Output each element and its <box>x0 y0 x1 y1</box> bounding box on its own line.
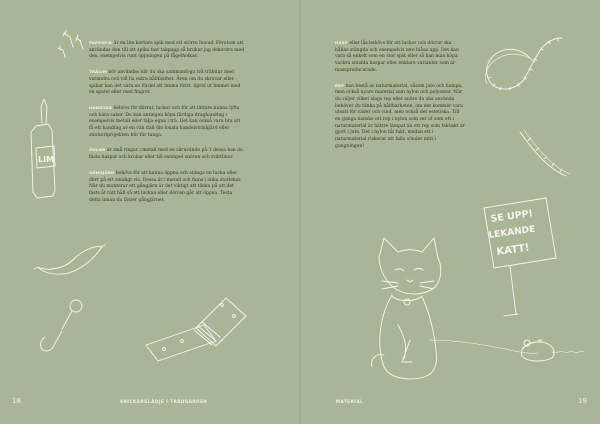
term-pappspik: PAPPSPIK <box>89 40 113 45</box>
handle-icon <box>34 245 105 274</box>
paragraph-oglor <box>89 147 245 161</box>
paragraph-rep <box>335 83 465 151</box>
right-text-column <box>335 40 465 159</box>
term-gangjarn: GÅNGJÄRN <box>89 169 115 175</box>
glue-bottle-icon <box>31 99 55 198</box>
hook-icon <box>41 300 82 351</box>
text-pappspik: är en lite kortare spik med ett större huvud. Förutom att användas den till att spika fast takpapp så brukar jag dekorera med den, exempelvis runt öppningen på fågelholkar. <box>89 41 245 60</box>
term-tralim: TRÄLIM <box>89 69 107 75</box>
sign-line-2: LEKANDE <box>488 224 536 241</box>
sign-line-3: KATT! <box>495 242 531 258</box>
text-tralim: bör användas när du ska sammanfoga två träbitar med varandra och vill ha extra hållfasthet. Även om du skruvar eller spikar kan det vara en fördel att limma först. Sprid ut limmet med en spatel eller med fingret. <box>89 70 241 96</box>
right-running-head: MATERIAL <box>336 399 364 404</box>
warning-sign <box>484 198 556 316</box>
paragraph-tralim <box>89 69 245 97</box>
paragraph-gangjarn <box>89 170 245 205</box>
text-hasp: eller lås behövs för att luckor och dörrar ska hållas stängda och exempelvis inte blåsa upp. Det kan vara så enkelt som en stor spik eller så kan man köpa vackra smidda haspar eller enklare varianter som är massproducerade. <box>335 41 459 73</box>
text-rep: kan bestå av naturmaterial, såsom jute och hampa, men också nyare material som nylon och polyester. När du väljer vilket slags rep eller snöre du ska använda behöver du tänka på hållbarheten, om det kommer vara utsatt för väder och vind, men också det estetiska. Till en gunga kanske ett rep i nylon som ser ut som ett i naturmaterial är bättre lämpat än ett rep som faktiskt är gjort i jute. Det i nylon tål fukt, medan ett i naturmaterial riskerar att falla sönder mitt i gungningen! <box>335 83 465 149</box>
term-rep: REP <box>335 82 345 88</box>
pins-icon <box>58 31 83 57</box>
glue-label: LIM <box>38 155 55 164</box>
right-page-number: 19 <box>578 397 587 405</box>
paragraph-hasp <box>335 40 465 75</box>
sign-line-1: SE UPP! <box>489 208 534 225</box>
term-hasp: HASP <box>335 40 348 45</box>
toy-mouse-icon <box>521 340 584 361</box>
term-oglor: ÖGLOR <box>89 147 106 153</box>
hinge-icon <box>146 298 246 361</box>
rope-icon <box>485 38 570 176</box>
term-handtag: HANDTAG <box>89 104 113 110</box>
text-oglor: är små ringar i metall med en skruvände på. I dessa kan du fästa haspar och krokar eller till exempel snören och tvättlinor. <box>89 148 243 161</box>
cat-illustration <box>372 238 538 379</box>
left-running-head: SNICKARGLÄDJE I TRÄDGÅRDEN <box>120 399 208 404</box>
paragraph-pappspik <box>89 40 245 61</box>
paragraph-handtag <box>89 105 245 140</box>
text-gangjarn: behövs för att kunna öppna och stänga en lucka eller dörr på ett smidigt vis. Dessa är i metall och finns i olika storlekar. När du monterar ett gångjärn är det viktigt att tänka på att det fästs åt rätt håll så att luckan eller dörren går att öppna. Testa detta innan du fäster gångjärnet. <box>89 170 242 203</box>
text-handtag: behövs för dörrar, luckor och för att lättare kunna lyfta och bära saker. Du kan antingen köpa färdiga draghandtag i exempelvis metall eller tälja egna i trä. Det kan också vara bra att få ett handtag av en vän ifall din lokala handelsträdgård eller snickeriprojekten blir för tunga. <box>89 105 241 138</box>
left-page-number: 18 <box>12 397 21 405</box>
left-text-column <box>89 40 245 212</box>
